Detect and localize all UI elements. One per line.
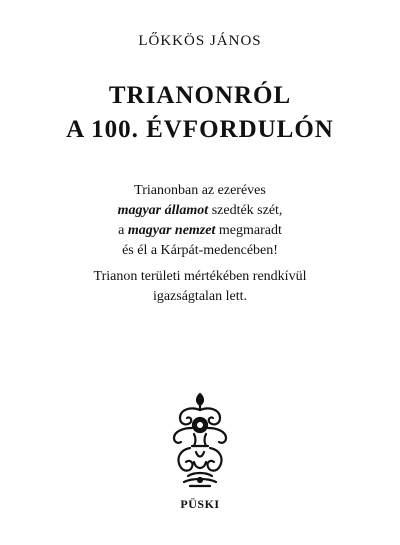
- publisher-name: PÜSKI: [180, 497, 220, 511]
- statement-line-2: [0, 201, 400, 221]
- statement-line-3-pre: a: [118, 223, 128, 238]
- statement-paragraph-2: [0, 267, 400, 307]
- statement-line-4: és él a Kárpát-medencében!: [122, 243, 278, 258]
- statement-line-2-rest: szedték szét,: [208, 203, 283, 218]
- statement-2-line-1: Trianon területi mértékében rendkívül: [93, 269, 307, 284]
- statement-paragraph-1: [0, 181, 400, 261]
- author-name: LŐKKÖS JÁNOS: [138, 33, 262, 49]
- emphasis-magyar-allamot: magyar államot: [117, 203, 209, 218]
- statement-line-3: [0, 221, 400, 241]
- book-title-line-1: TRIANONRÓL: [108, 82, 292, 109]
- statement-line-1: Trianonban az ezeréves: [134, 183, 266, 198]
- statement-line-3-rest: megmaradt: [215, 223, 282, 238]
- book-title-line-2: A 100. ÉVFORDULÓN: [66, 116, 334, 143]
- publisher-logo-ornament-icon: [168, 392, 232, 490]
- statement-2-line-2: igazságtalan lett.: [152, 289, 248, 304]
- emphasis-magyar-nemzet: magyar nemzet: [127, 223, 216, 238]
